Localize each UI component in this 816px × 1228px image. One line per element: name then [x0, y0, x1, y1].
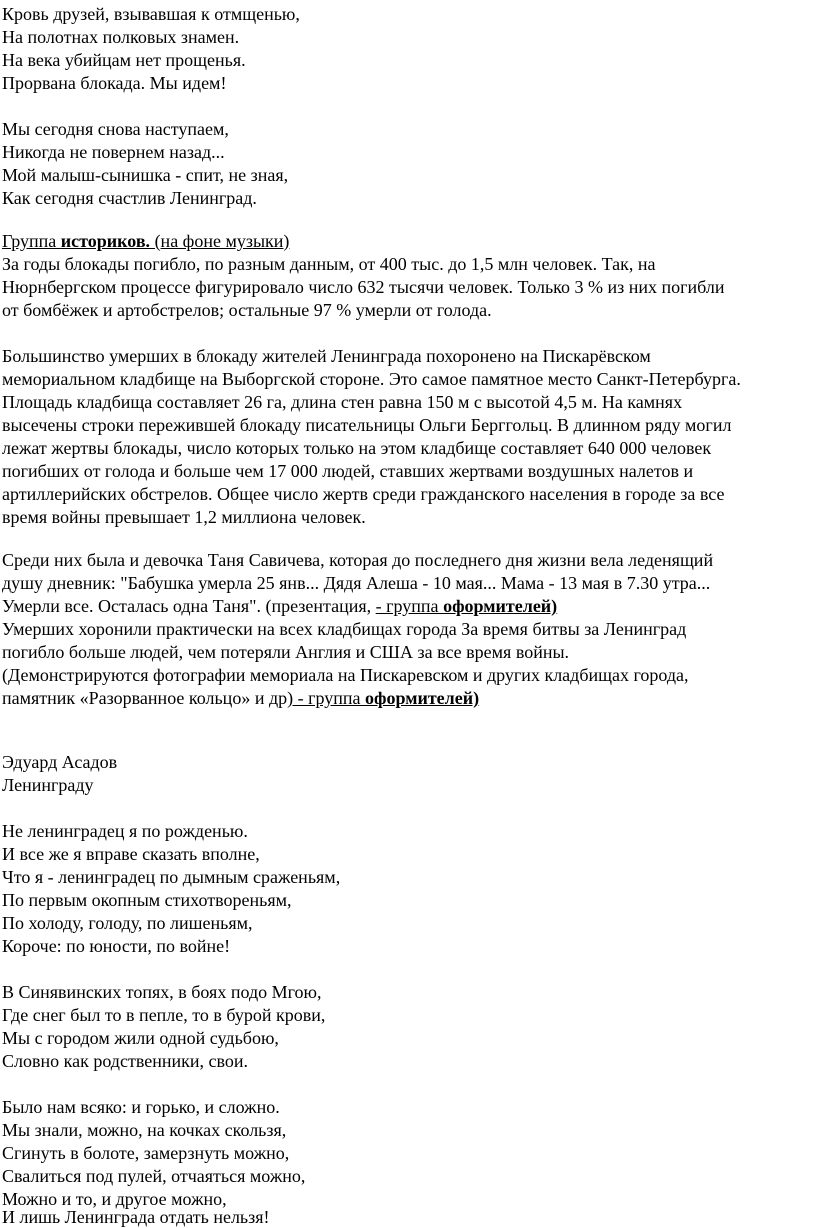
designers-group-link-2 — [287, 688, 479, 708]
paragraph3-line-3 — [2, 595, 557, 617]
paragraph3-line-3-text: Умерли все. Осталась одна Таня". (презентация, — [2, 596, 376, 616]
stanza2-line-3: Мой малыш-сынишка - спит, не зная, — [2, 165, 289, 185]
historians-heading-bold: историков. — [60, 231, 151, 251]
poem-author: Эдуард Асадов — [2, 752, 118, 772]
poem-stanza1-line-6: Короче: по юности, по войне! — [2, 936, 231, 956]
paragraph1-line-2: Нюрнбергском процессе фигурировало число 632 тысячи человек. Только 3 % из них погибли — [2, 277, 725, 297]
paragraph3-line-1: Среди них была и девочка Таня Савичева, которая до последнего дня жизни вела леденящий — [2, 550, 714, 570]
designers-group-link-2-prefix: ) - группа — [287, 688, 365, 708]
poem-stanza1-line-1: Не ленинградец я по рожденью. — [2, 821, 248, 841]
designers-group-link-2-bold: оформителей) — [365, 688, 480, 708]
stanza2-line-2: Никогда не повернем назад... — [2, 142, 225, 162]
poem-title: Ленинграду — [2, 775, 94, 795]
stanza1-line-3: На века убийцам нет прощенья. — [2, 50, 246, 70]
poem-stanza3-line-6: И лишь Ленинграда отдать нельзя! — [2, 1207, 270, 1227]
paragraph1-line-3: от бомбёжек и артобстрелов; остальные 97 % умерли от голода. — [2, 300, 492, 320]
poem-stanza1-line-2: И все же я вправе сказать вполне, — [2, 844, 260, 864]
paragraph2-line-4: высечены строки пережившей блокаду писательницы Ольги Берггольц. В длинном ряду могил — [2, 415, 732, 435]
paragraph2-line-7: артиллерийских обстрелов. Общее число жертв среди гражданского населения в городе за все — [2, 484, 725, 504]
poem-stanza3-line-4: Свалиться под пулей, отчаяться можно, — [2, 1166, 306, 1186]
designers-group-link-1-bold: оформителей) — [443, 596, 558, 616]
paragraph4-line-1: Умерших хоронили практически на всех кладбищах города За время битвы за Ленинград — [2, 619, 687, 639]
stanza2-line-4: Как сегодня счастлив Ленинград. — [2, 188, 257, 208]
paragraph2-line-5: лежат жертвы блокады, число которых только на этом кладбище составляет 640 000 человек — [2, 438, 712, 458]
paragraph2-line-6: погибших от голода и больше чем 17 000 людей, ставших жертвами воздушных налетов и — [2, 461, 694, 481]
paragraph2-line-2: мемориальном кладбище на Выборгской стороне. Это самое памятное место Санкт-Петербурга. — [2, 369, 741, 389]
paragraph3-line-2: душу дневник: "Бабушка умерла 25 янв... Дядя Алеша - 10 мая... Мама - 13 мая в 7.30 утра... — [2, 573, 711, 593]
poem-stanza3-line-1: Было нам всяко: и горько, и сложно. — [2, 1097, 280, 1117]
stanza1-line-1: Кровь друзей, взывавшая к отмщенью, — [2, 4, 300, 24]
paragraph4-line-4 — [2, 687, 479, 709]
historians-heading — [2, 230, 289, 252]
stanza1-line-4: Прорвана блокада. Мы идем! — [2, 73, 227, 93]
paragraph4-line-2: погибло больше людей, чем потеряли Англия и США за все время войны. — [2, 642, 570, 662]
paragraph2-line-1: Большинство умерших в блокаду жителей Ленинграда похоронено на Пискарёвском — [2, 346, 651, 366]
historians-heading-prefix: Группа — [2, 231, 61, 251]
stanza1-line-2: На полотнах полковых знамен. — [2, 27, 240, 47]
poem-stanza2-line-1: В Синявинских топях, в боях подо Мгою, — [2, 982, 322, 1002]
paragraph4-line-3: (Демонстрируются фотографии мемориала на Пискаревском и других кладбищах города, — [2, 665, 689, 685]
poem-stanza1-line-5: По холоду, голоду, по лишеньям, — [2, 913, 253, 933]
poem-stanza3-line-5: Можно и то, и другое можно, — [2, 1189, 227, 1209]
paragraph2-line-3: Площадь кладбища составляет 26 га, длина стен равна 150 м с высотой 4,5 м. На камнях — [2, 392, 683, 412]
poem-stanza2-line-4: Словно как родственники, свои. — [2, 1051, 248, 1071]
poem-stanza1-line-4: По первым окопным стихотвореньям, — [2, 890, 292, 910]
poem-stanza2-line-3: Мы с городом жили одной судьбою, — [2, 1028, 279, 1048]
paragraph1-line-1: За годы блокады погибло, по разным данным, от 400 тыс. до 1,5 млн человек. Так, на — [2, 254, 656, 274]
poem-stanza1-line-3: Что я - ленинградец по дымным сраженьям, — [2, 867, 341, 887]
poem-stanza2-line-2: Где снег был то в пепле, то в бурой крови, — [2, 1005, 326, 1025]
stanza2-line-1: Мы сегодня снова наступаем, — [2, 119, 229, 139]
designers-group-link-1 — [376, 596, 558, 616]
poem-stanza3-line-3: Сгинуть в болоте, замерзнуть можно, — [2, 1143, 290, 1163]
paragraph2-line-8: время войны превышает 1,2 миллиона человек. — [2, 507, 366, 527]
historians-heading-suffix: (на фоне музыки) — [150, 231, 290, 251]
designers-group-link-1-prefix: - группа — [375, 596, 444, 616]
poem-stanza3-line-2: Мы знали, можно, на кочках скользя, — [2, 1120, 287, 1140]
paragraph4-line-4-text: памятник «Разорванное кольцо» и др — [2, 688, 288, 708]
